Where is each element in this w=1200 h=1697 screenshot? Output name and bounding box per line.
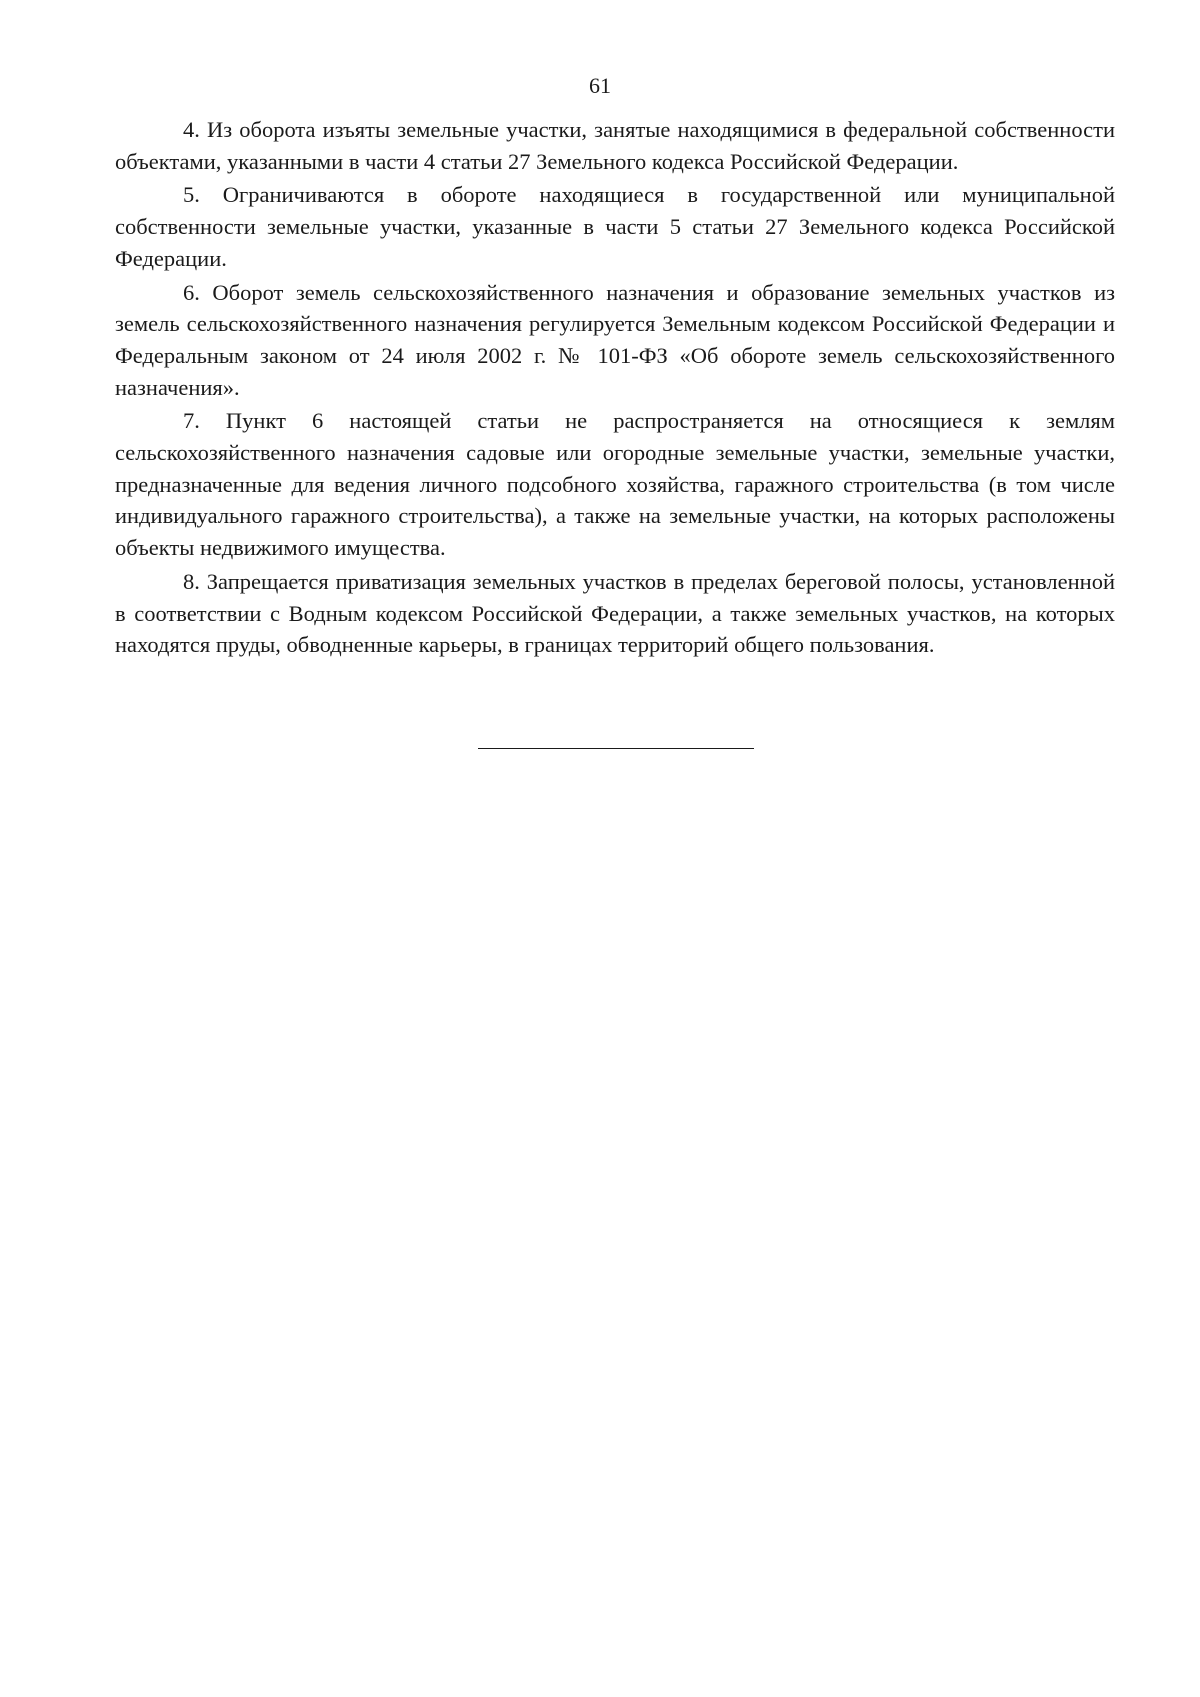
paragraph-8: 8. Запрещается приватизация земельных участков в пределах береговой полосы, установленной в соответствии с Водным кодексом Российской Федерации, а также земельных участков, на которых находятся пруды, обводненные карьеры, в границах территорий общего пользования. — [115, 568, 1115, 658]
page-number: 61 — [589, 73, 611, 98]
document-body — [115, 114, 1115, 663]
paragraph-7: 7. Пункт 6 настоящей статьи не распространяется на относящиеся к землям сельскохозяйственного назначения садовые или огородные земельные участки, земельные участки, предназначенные для ведения личного подсобного хозяйства, гаражного строительства (в том числе индивидуального гаражного строительства), а также на земельные участки, на которых расположены объекты недвижимого имущества. — [115, 408, 1115, 561]
end-of-text-divider — [478, 748, 754, 749]
paragraph-4: 4. Из оборота изъяты земельные участки, занятые находящимися в федеральной собственности объектами, указанными в части 4 статьи 27 Земельного кодекса Российской Федерации. — [115, 117, 1115, 174]
paragraph-6: 6. Оборот земель сельскохозяйственного назначения и образование земельных участков из земель сельскохозяйственного назначения регулируется Земельным кодексом Российской Федерации и Федеральным законом от 24 июля 2002 г. № 101-ФЗ «Об обороте земель сельскохозяйственного назначения». — [115, 279, 1115, 400]
paragraph-5: 5. Ограничиваются в обороте находящиеся в государственной или муниципальной собственности земельные участки, указанные в части 5 статьи 27 Земельного кодекса Российской Федерации. — [115, 182, 1115, 271]
